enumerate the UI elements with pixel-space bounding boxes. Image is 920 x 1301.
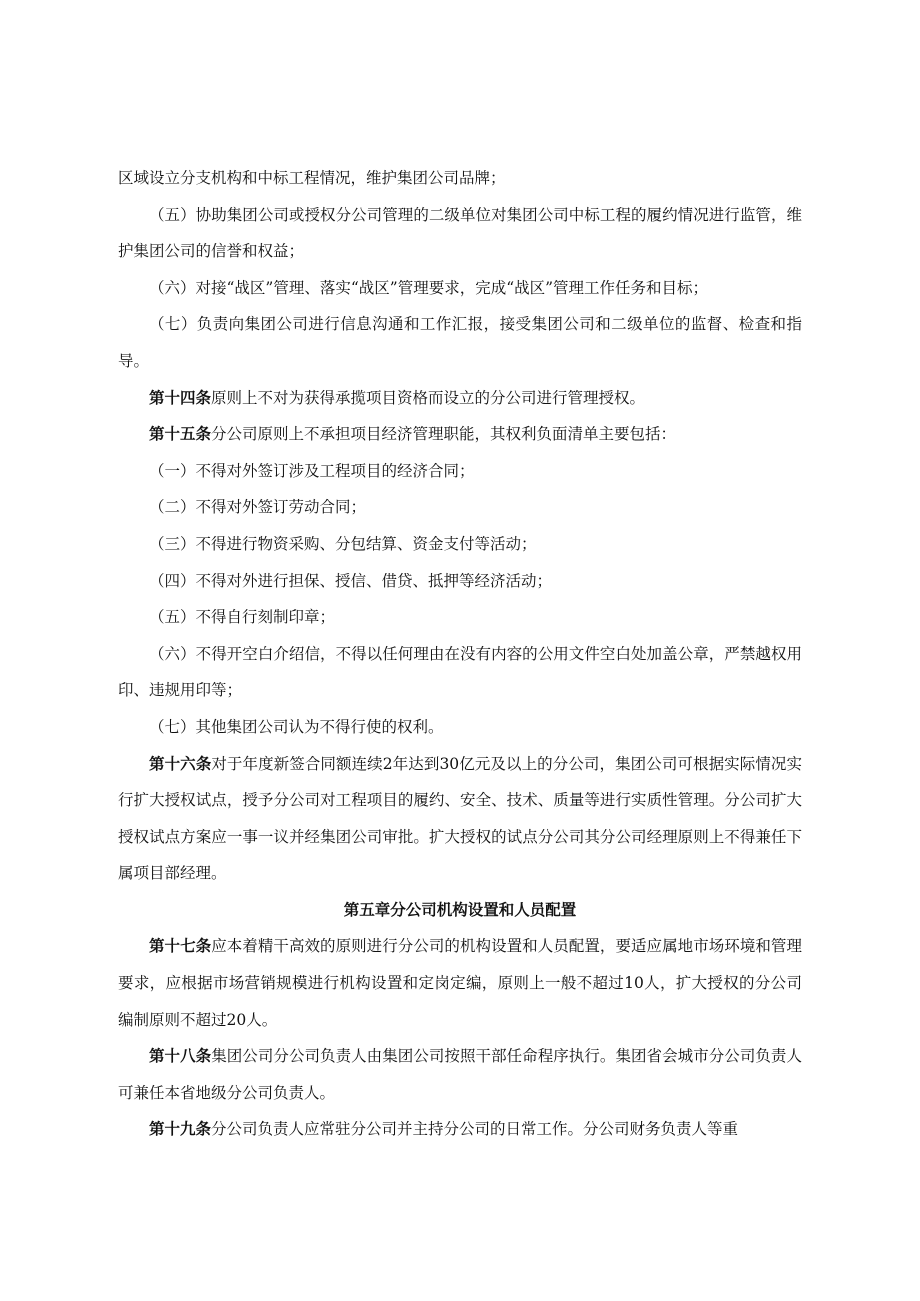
paragraph-text: 原则上不对为获得承揽项目资格而设立的分公司进行管理授权。 — [211, 388, 646, 407]
paragraph — [118, 928, 802, 1038]
paragraph — [118, 636, 802, 709]
article-number: 第十四条 — [149, 387, 212, 407]
chapter-heading: 第五章分公司机构设置和人员配置 — [343, 899, 577, 919]
paragraph — [118, 160, 802, 197]
paragraph-text: 集团公司分公司负责人由集团公司按照干部任命程序执行。集团省会城市分公司负责人可兼任本省地级分公司负责人。 — [118, 1047, 802, 1102]
paragraph-text: （六）不得开空白介绍信，不得以任何理由在没有内容的公用文件空白处加盖公章，严禁越权用印、违规用印等； — [118, 644, 802, 700]
paragraph — [118, 453, 802, 490]
paragraph-text: （四）不得对外进行担保、授信、借贷、抵押等经济活动； — [149, 571, 553, 590]
paragraph-text: 分公司原则上不承担项目经济管理职能，其权利负面清单主要包括： — [211, 425, 677, 444]
article-number: 第十五条 — [149, 424, 212, 444]
paragraph-text: 对于年度新签合同额连续2年达到30亿元及以上的分公司，集团公司可根据实际情况实行扩大授权试点，授予分公司对工程项目的履约、安全、技术、质量等进行实质性管理。分公司扩大授权试点方案应一事一议并经集团公司审批。扩大授权的试点分公司其分公司经理原则上不得兼任下属项目部经理。 — [118, 754, 802, 883]
paragraph — [118, 1038, 802, 1111]
paragraph — [118, 709, 802, 746]
paragraph — [118, 489, 802, 526]
article-number: 第十九条 — [149, 1119, 212, 1139]
paragraph-text: 应本着精干高效的原则进行分公司的机构设置和人员配置，要适应属地市场环境和管理要求，应根据市场营销规模进行机构设置和定岗定编，原则上一般不超过10人，扩大授权的分公司编制原则不超过20人。 — [118, 937, 802, 1029]
article-number: 第十七条 — [149, 936, 212, 956]
paragraph-text: （七）负责向集团公司进行信息沟通和工作汇报，接受集团公司和二级单位的监督、检查和指导。 — [118, 315, 802, 370]
paragraph — [118, 746, 802, 892]
paragraph-text: 区域设立分支机构和中标工程情况，维护集团公司品牌； — [118, 169, 506, 187]
paragraph-text: （二）不得对外签订劳动合同； — [149, 498, 367, 517]
paragraph — [118, 563, 802, 600]
paragraph — [118, 306, 802, 379]
paragraph — [118, 380, 802, 417]
paragraph — [118, 416, 802, 453]
paragraph-text: （一）不得对外签订涉及工程项目的经济合同； — [149, 461, 475, 480]
article-number: 第十六条 — [149, 753, 212, 773]
document-body — [118, 160, 802, 1148]
paragraph — [118, 197, 802, 270]
paragraph — [118, 599, 802, 636]
paragraph-text: （五）不得自行刻制印章； — [149, 608, 336, 627]
paragraph-text: （六）对接“战区”管理、落实“战区”管理要求，完成“战区”管理工作任务和目标； — [149, 278, 709, 297]
paragraph-text: （五）协助集团公司或授权分公司管理的二级单位对集团公司中标工程的履约情况进行监管，维护集团公司的信誉和权益； — [118, 205, 802, 261]
paragraph — [118, 1111, 802, 1148]
paragraph-text: （七）其他集团公司认为不得行使的权利。 — [149, 717, 444, 736]
paragraph-text: 分公司负责人应常驻分公司并主持分公司的日常工作。分公司财务负责人等重 — [211, 1120, 739, 1139]
paragraph — [118, 270, 802, 307]
article-number: 第十八条 — [149, 1046, 212, 1066]
paragraph-text: （三）不得进行物资采购、分包结算、资金支付等活动； — [149, 534, 537, 553]
paragraph — [118, 526, 802, 563]
